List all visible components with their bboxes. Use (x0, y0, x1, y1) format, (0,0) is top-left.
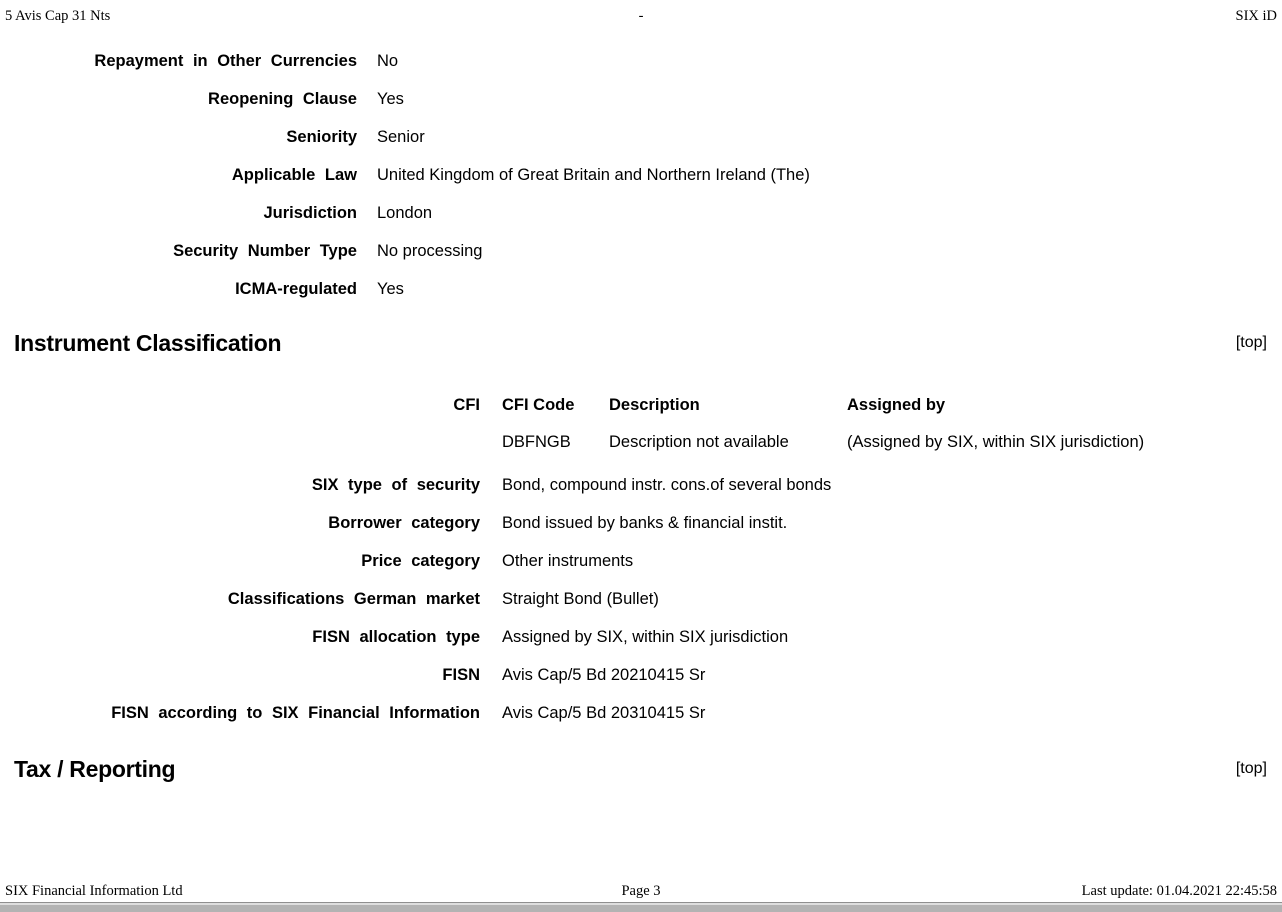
footer-last-update: Last update: 01.04.2021 22:45:58 (1081, 883, 1277, 899)
field-label: Reopening Clause (208, 90, 357, 108)
row-fisn (0, 656, 1282, 694)
field-label: Repayment in Other Currencies (94, 52, 357, 70)
field-value: Yes (377, 90, 404, 108)
row-reopening-clause (0, 80, 1282, 118)
header-center-dash: - (638, 8, 644, 24)
field-value: Yes (377, 280, 404, 298)
instrument-classification-section (0, 466, 1282, 732)
row-classifications-german-market (0, 580, 1282, 618)
cfi-field-label: CFI (453, 396, 480, 414)
field-label: FISN allocation type (312, 628, 480, 646)
section-heading-tax-reporting (14, 755, 1267, 783)
horizontal-scrollbar[interactable] (0, 902, 1282, 912)
field-label: SIX type of security (311, 476, 480, 494)
details-section (0, 42, 1282, 308)
cfi-assigned-by-value: (Assigned by SIX, within SIX jurisdiction) (847, 433, 1145, 451)
row-fisn-allocation-type (0, 618, 1282, 656)
footer-page-number: Page 3 (621, 883, 661, 899)
field-label: Classifications German market (227, 590, 480, 608)
field-label: ICMA-regulated (235, 280, 357, 298)
cfi-table-data-row (502, 432, 1282, 452)
cfi-table-header-row (502, 395, 1282, 415)
field-value: Bond issued by banks & financial instit. (502, 514, 788, 532)
field-label: FISN (442, 666, 480, 684)
section-heading-instrument-classification (14, 329, 1267, 357)
row-security-number-type (0, 232, 1282, 270)
field-label: Borrower category (328, 514, 480, 532)
top-link[interactable]: [top] (1235, 760, 1267, 777)
cfi-col-header-code: CFI Code (502, 396, 575, 414)
field-label: Jurisdiction (263, 204, 357, 222)
page-footer (5, 883, 1277, 900)
field-value: Other instruments (502, 552, 634, 570)
field-value: Avis Cap/5 Bd 20310415 Sr (502, 704, 706, 722)
field-label: Security Number Type (173, 242, 357, 260)
section-title: Instrument Classification (14, 329, 282, 356)
field-label: Seniority (286, 128, 357, 146)
row-jurisdiction (0, 194, 1282, 232)
field-label: Price category (361, 552, 480, 570)
row-price-category (0, 542, 1282, 580)
row-fisn-according-to-six (0, 694, 1282, 732)
cfi-col-header-assigned-by: Assigned by (847, 396, 946, 414)
page-header (5, 8, 1277, 25)
field-value: Assigned by SIX, within SIX jurisdiction (502, 628, 789, 646)
field-value: Bond, compound instr. cons.of several bonds (502, 476, 832, 494)
cfi-col-header-description: Description (609, 396, 700, 414)
cfi-description-value: Description not available (609, 433, 789, 451)
cfi-block (0, 395, 1282, 452)
row-icma-regulated (0, 270, 1282, 308)
cfi-code-value: DBFNGB (502, 433, 571, 451)
row-seniority (0, 118, 1282, 156)
field-value: Straight Bond (Bullet) (502, 590, 659, 608)
row-repayment-other-currencies (0, 42, 1282, 80)
header-instrument-name: 5 Avis Cap 31 Nts (5, 8, 111, 24)
section-title: Tax / Reporting (14, 755, 176, 782)
header-app-name: SIX iD (1235, 8, 1277, 24)
row-six-type-of-security (0, 466, 1282, 504)
footer-company-name: SIX Financial Information Ltd (5, 883, 183, 899)
field-value: United Kingdom of Great Britain and Northern Ireland (The) (377, 166, 810, 184)
field-value: Senior (377, 128, 425, 146)
row-borrower-category (0, 504, 1282, 542)
row-applicable-law (0, 156, 1282, 194)
field-label: FISN according to SIX Financial Information (111, 704, 480, 722)
cfi-table (502, 395, 1282, 452)
field-value: Avis Cap/5 Bd 20210415 Sr (502, 666, 706, 684)
field-label: Applicable Law (231, 166, 357, 184)
field-value: No processing (377, 242, 483, 260)
top-link[interactable]: [top] (1235, 334, 1267, 351)
field-value: No (377, 52, 399, 70)
field-value: London (377, 204, 433, 222)
